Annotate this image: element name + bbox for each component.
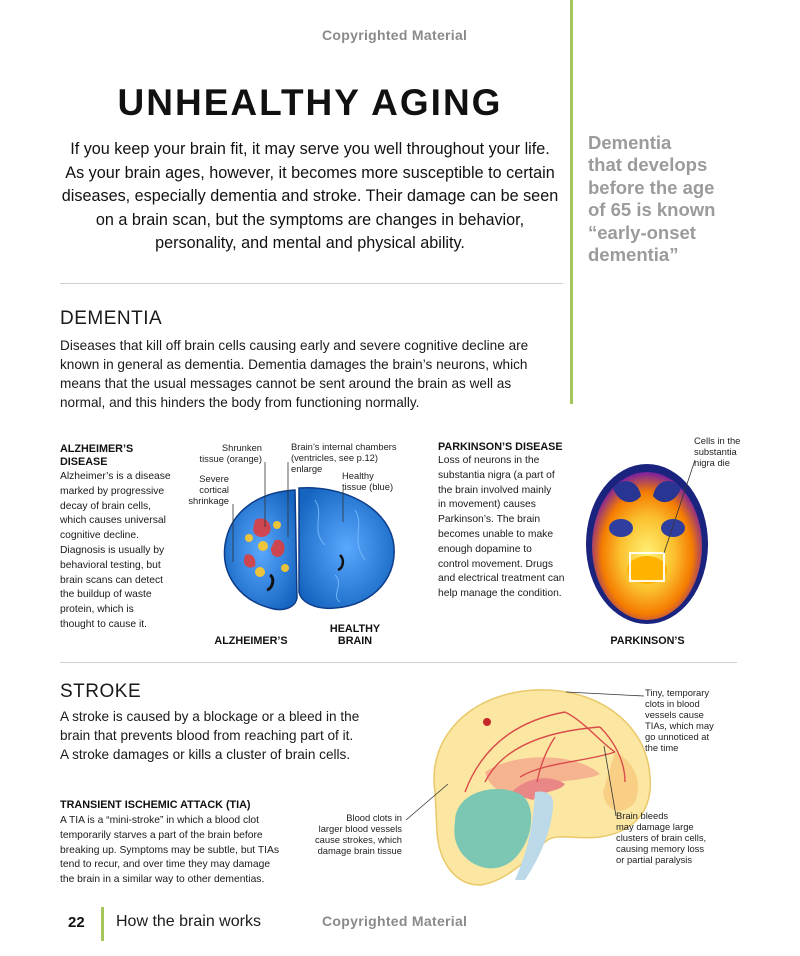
text-line: help manage the condition. — [438, 588, 562, 600]
text-line: Diagnosis is usually by — [60, 544, 165, 556]
text-line: in movement) causes — [438, 499, 536, 511]
pull-quote-line: before the age — [588, 176, 715, 198]
brain-bleeds-label — [616, 810, 716, 865]
text-line: control movement. Drugs — [438, 558, 554, 570]
page-number: 22 — [68, 914, 85, 931]
label-line: cause strokes, which — [314, 834, 402, 845]
text-line: brain scans can detect — [60, 574, 164, 586]
label-line: go unnoticed at — [645, 731, 710, 742]
text-line: which causes universal — [60, 515, 166, 527]
text-line: tend to recur, and over time they may damage — [60, 859, 271, 871]
pull-quote-line: dementia” — [588, 244, 679, 266]
parkinsons-brain-scan — [583, 458, 711, 626]
text-line: the brain in a similar way to other dementias. — [60, 874, 265, 886]
label-line: Cells in the — [694, 435, 741, 446]
text-line: temporarily starves a part of the brain before — [60, 829, 263, 841]
label-line: cortical — [199, 484, 229, 495]
page-title: UNHEALTHY AGING — [117, 82, 503, 123]
footer-divider — [101, 907, 104, 941]
watermark-bottom: Copyrighted Material — [322, 913, 468, 929]
label-line: causing memory loss — [616, 843, 705, 854]
label-line: Brain’s internal chambers — [291, 441, 397, 452]
label-line: nigra die — [694, 457, 730, 468]
pull-quote-line: that develops — [588, 154, 708, 176]
stroke-leader-lines — [398, 686, 644, 836]
text-line: behavioral testing, but — [60, 559, 161, 571]
alzheimers-leader-lines — [225, 462, 355, 562]
label-line: vessels cause — [645, 709, 704, 720]
label-line: Shrunken — [221, 442, 262, 453]
blood-clots-label — [310, 812, 402, 856]
text-line: brain that prevents blood from reaching part of it. — [60, 728, 354, 743]
shrunken-tissue-label-2 — [196, 453, 262, 464]
pull-quote — [588, 132, 768, 266]
caption-line: BRAIN — [337, 635, 373, 647]
label-line: shrinkage — [188, 495, 229, 506]
text-line: protein, which is — [60, 604, 134, 616]
dementia-text: Diseases that kill off brain cells causing early and severe cognitive decline are known in general as dementia. Dementia damages the brain’s neurons, which means that the usual messages cannot be sent around the brain as well as normal, and this hinders the body from functioning normally. — [60, 338, 529, 410]
parkinsons-text — [438, 454, 578, 602]
label-line: the time — [645, 742, 679, 753]
stroke-text — [60, 707, 390, 764]
tia-clots-label — [645, 687, 740, 753]
watermark-top: Copyrighted Material — [322, 27, 468, 43]
label-line: larger blood vessels — [318, 823, 402, 834]
caption-parkinsons: PARKINSON’S — [610, 635, 685, 647]
text-line: cognitive decline. — [60, 530, 139, 542]
text-line: and electrical treatment can — [438, 573, 565, 585]
label-line: clusters of brain cells, — [616, 832, 707, 843]
label-line: substantia — [694, 446, 737, 457]
label-line: Tiny, temporary — [645, 687, 710, 698]
text-line: A stroke damages or kills a cluster of brain cells. — [60, 747, 351, 762]
text-line: enough dopamine to — [438, 543, 532, 555]
text-line: becomes unable to make — [438, 528, 554, 540]
pull-quote-line: of 65 is known — [588, 199, 716, 221]
substantia-nigra-label — [694, 435, 746, 468]
parkinsons-heading: PARKINSON’S DISEASE — [438, 441, 563, 453]
label-line: may damage large — [616, 821, 694, 832]
label-line: (ventricles, see p.12) enlarge — [291, 452, 379, 474]
text-line: Loss of neurons in the — [438, 455, 540, 466]
text-line: Alzheimer’s is a disease — [60, 471, 171, 482]
sidebar-divider — [570, 0, 573, 404]
divider-top — [60, 283, 563, 284]
text-line: Parkinson’s. The brain — [438, 514, 541, 526]
tia-text — [60, 814, 320, 888]
label-line: or partial paralysis — [616, 854, 693, 865]
tia-heading: TRANSIENT ISCHEMIC ATTACK (TIA) — [60, 799, 251, 811]
label-line: clots in blood — [645, 698, 700, 709]
healthy-tissue-label — [342, 470, 412, 492]
text-line: the brain involved mainly — [438, 484, 552, 496]
alzheimers-heading-line: DISEASE — [60, 456, 108, 468]
intro-paragraph: If you keep your brain fit, it may serve you well throughout your life. As your brain ages, however, it becomes more susceptible to certain diseases, especially dementia and stroke. Their damage can be seen on a brain scan, but the symptoms are changes in behavior, personality, and mental and physical ability. — [61, 140, 559, 252]
pull-quote-line: “early-onset — [588, 221, 696, 243]
text-line: A TIA is a “mini-stroke” in which a blood clot — [60, 815, 259, 826]
label-line: damage brain tissue — [317, 845, 402, 856]
dementia-heading: DEMENTIA — [60, 308, 163, 329]
label-line: Blood clots in — [346, 812, 402, 823]
text-line: A stroke is caused by a blockage or a bleed in the — [60, 709, 360, 724]
label-line: Healthy — [342, 470, 374, 481]
pull-quote-line: Dementia — [588, 132, 672, 153]
alzheimers-text — [60, 470, 190, 633]
text-line: the buildup of waste — [60, 589, 152, 601]
caption-healthy-brain — [320, 623, 390, 647]
text-line: substantia nigra (a part of — [438, 469, 555, 481]
text-line: marked by progressive — [60, 485, 165, 497]
alzheimers-heading-line: ALZHEIMER’S — [60, 443, 134, 455]
divider-middle — [60, 662, 737, 663]
chapter-title: How the brain works — [116, 913, 261, 930]
caption-alzheimers: ALZHEIMER’S — [214, 635, 288, 647]
text-line: breaking up. Symptoms may be subtle, but TIAs — [60, 844, 280, 856]
label-line: Brain bleeds — [616, 810, 669, 821]
text-line: thought to cause it. — [60, 618, 148, 630]
cortical-shrinkage-label — [184, 473, 229, 506]
text-line: decay of brain cells, — [60, 500, 152, 512]
alzheimers-heading — [60, 443, 133, 469]
label-line: tissue (blue) — [342, 481, 394, 492]
label-line: tissue (orange) — [199, 453, 262, 464]
label-line: TIAs, which may — [645, 720, 714, 731]
stroke-heading: STROKE — [60, 681, 142, 702]
caption-line: HEALTHY — [329, 623, 381, 635]
label-line: Severe — [199, 473, 229, 484]
shrunken-tissue-label — [218, 442, 262, 453]
